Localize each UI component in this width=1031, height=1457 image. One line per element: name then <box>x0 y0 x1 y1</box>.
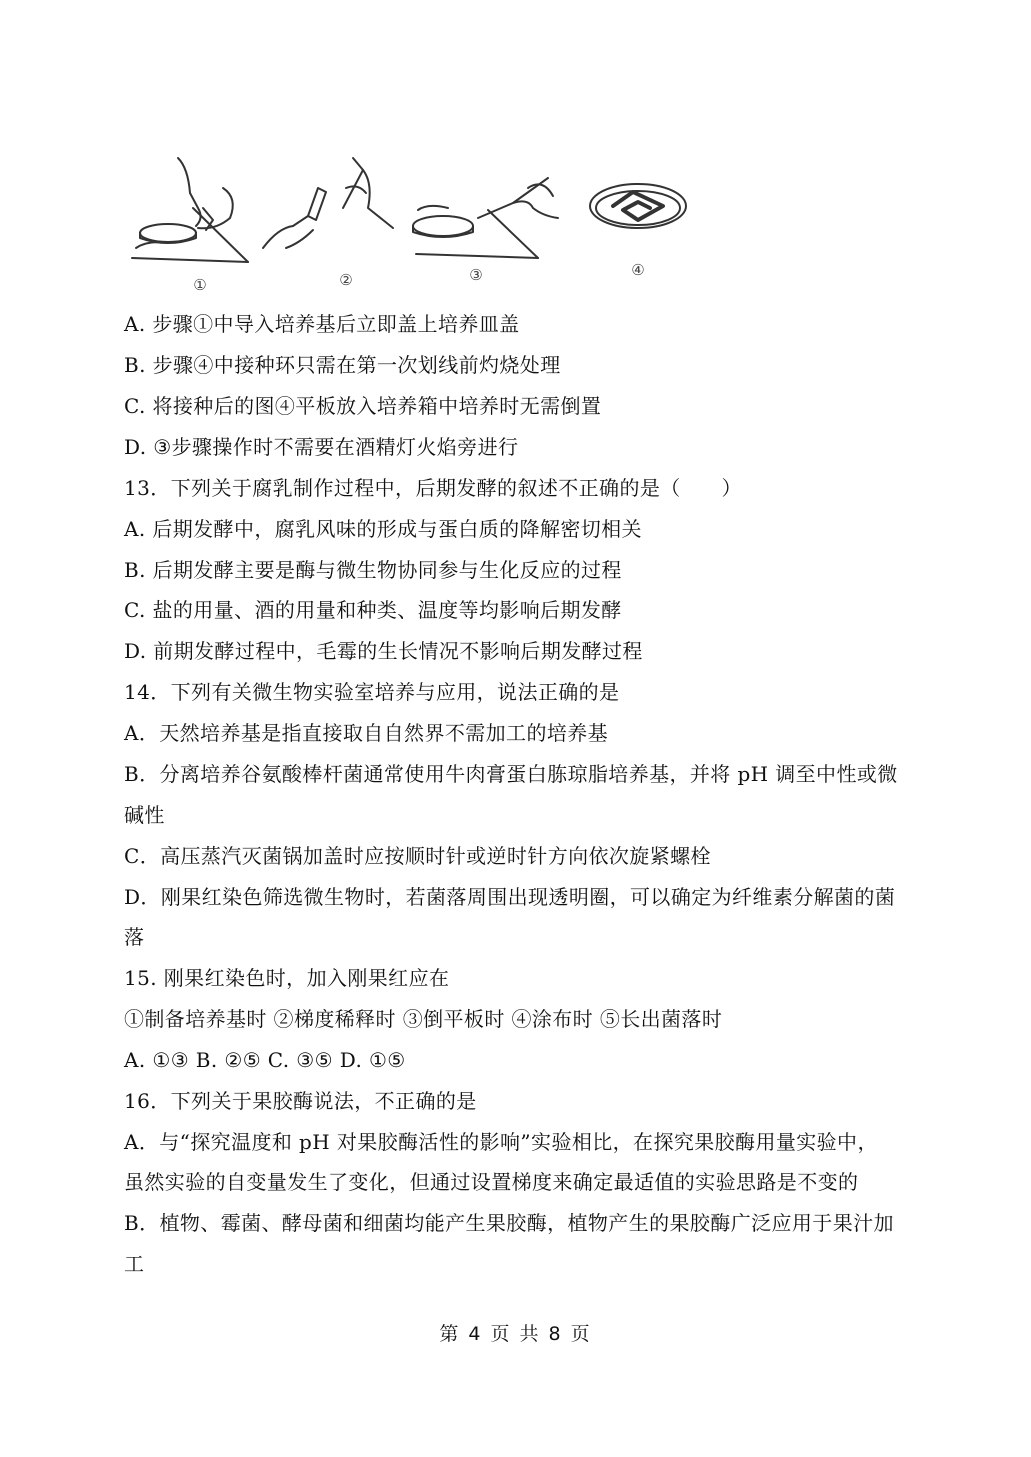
hand-1a <box>178 158 201 226</box>
question-14: 14．下列有关微生物实验室培养与应用，说法正确的是 <box>124 680 620 704</box>
page-footer: 第 4 页 共 8 页 <box>439 1323 592 1345</box>
figure-label-4: ④ <box>631 261 645 279</box>
inoculating-loop-2 <box>343 158 363 208</box>
petri-dish-3 <box>413 216 473 236</box>
options-15: A. ①③ B. ②⑤ C. ③⑤ D. ①⑤ <box>124 1048 406 1072</box>
question-15: 15. 刚果红染色时，加入刚果红应在 <box>124 966 450 990</box>
option-16b: B．植物、霉菌、酵母菌和细菌均能产生果胶酶，植物产生的果胶酶广泛应用于果汁加 <box>124 1211 894 1235</box>
option-13d: D. 前期发酵过程中，毛霉的生长情况不影响后期发酵过程 <box>124 639 643 663</box>
test-tube <box>308 188 326 220</box>
option-14c: C．高压蒸汽灭菌锅加盖时应按顺时针或逆时针方向依次旋紧螺栓 <box>124 844 711 868</box>
streak-pattern <box>613 192 663 220</box>
figure-label-1: ① <box>193 276 207 294</box>
table-edge-1 <box>132 258 248 262</box>
experiment-figure <box>118 148 708 298</box>
option-12c: C. 将接种后的图④平板放入培养箱中培养时无需倒置 <box>124 394 602 418</box>
option-16a-cont: 虽然实验的自变量发生了变化，但通过设置梯度来确定最适值的实验思路是不变的 <box>124 1170 859 1194</box>
question-16: 16．下列关于果胶酶说法，不正确的是 <box>124 1089 477 1113</box>
option-14a: A．天然培养基是指直接取自自然界不需加工的培养基 <box>124 721 609 745</box>
streak-plate-steps-illustration <box>118 148 708 298</box>
petri-dish-1 <box>140 224 196 242</box>
option-13a: A. 后期发酵中，腐乳风味的形成与蛋白质的降解密切相关 <box>124 517 642 541</box>
figure-label-3: ③ <box>469 266 483 284</box>
option-14d-cont: 落 <box>124 925 145 949</box>
hand-2a <box>263 216 308 248</box>
table-edge-3 <box>416 254 538 258</box>
option-14b-cont: 碱性 <box>124 803 165 827</box>
option-16b-cont: 工 <box>124 1252 145 1276</box>
figure-label-2: ② <box>339 271 353 289</box>
option-13b: B. 后期发酵主要是酶与微生物协同参与生化反应的过程 <box>124 558 622 582</box>
option-12d: D. ③步骤操作时不需要在酒精灯火焰旁进行 <box>124 435 519 459</box>
option-12a: A. 步骤①中导入培养基后立即盖上培养皿盖 <box>124 312 520 336</box>
question-13: 13．下列关于腐乳制作过程中，后期发酵的叙述不正确的是（ ） <box>124 476 742 500</box>
option-12b: B. 步骤④中接种环只需在第一次划线前灼烧处理 <box>124 353 561 377</box>
option-14d: D．刚果红染色筛选微生物时，若菌落周围出现透明圈，可以确定为纤维素分解菌的菌 <box>124 885 896 909</box>
question-15-items: ①制备培养基时 ②梯度稀释时 ③倒平板时 ④涂布时 ⑤长出菌落时 <box>124 1007 723 1031</box>
option-16a: A．与“探究温度和 pH 对果胶酶活性的影响”实验相比，在探究果胶酶用量实验中， <box>124 1130 878 1154</box>
option-14b: B．分离培养谷氨酸棒杆菌通常使用牛肉膏蛋白胨琼脂培养基，并将 pH 调至中性或微 <box>124 762 898 786</box>
option-13c: C. 盐的用量、酒的用量和种类、温度等均影响后期发酵 <box>124 598 622 622</box>
hand-2b <box>363 170 393 228</box>
